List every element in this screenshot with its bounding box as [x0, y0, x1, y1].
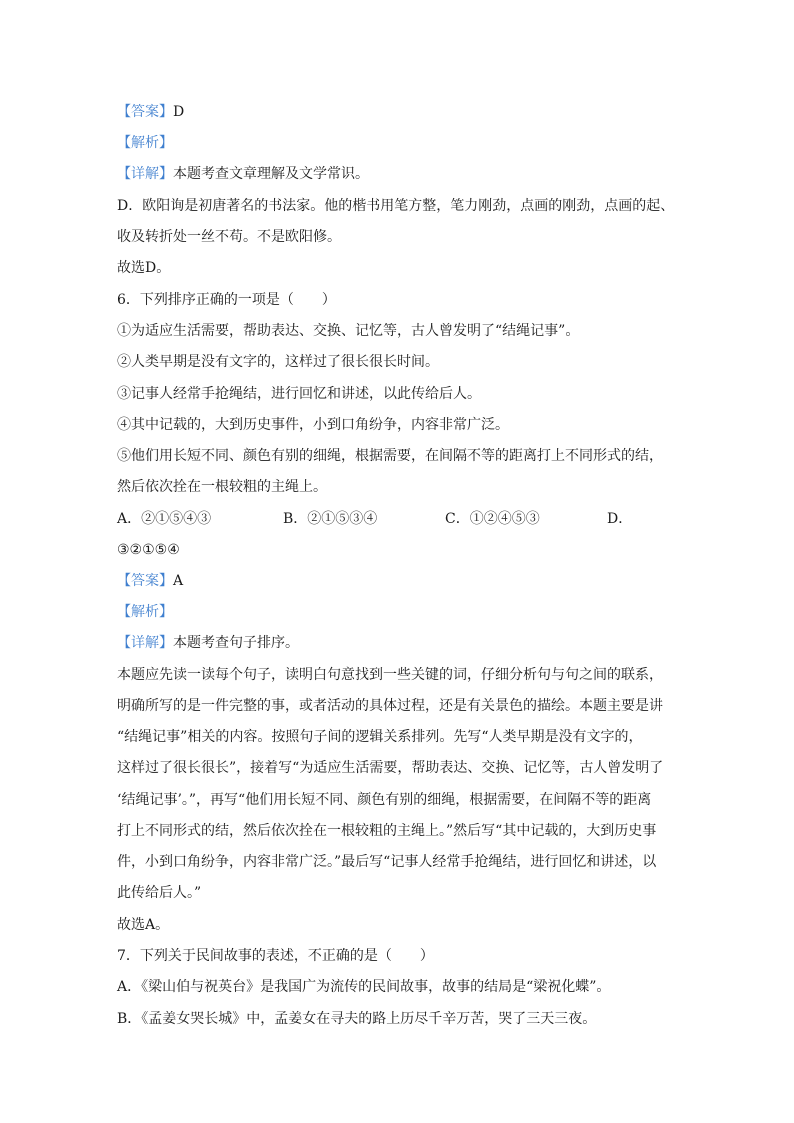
q6-sentence: ④其中记载的，大到历史事件，小到口角纷争，内容非常广泛。 — [117, 417, 509, 433]
q6-explanation-line: 此传给后人。” — [117, 885, 202, 901]
q5-detail-line — [117, 164, 677, 184]
q6-sentence: ⑤他们用长短不同、颜色有别的细绳，根据需要，在间隔不等的距离打上不同形式的结， — [117, 448, 663, 464]
q6-answer-line — [117, 571, 677, 591]
q6-stem: 6．下列排序正确的一项是（ ） — [117, 292, 336, 308]
q5-paragraph-line: 收及转折处一丝不苟。不是欧阳修。 — [117, 229, 341, 245]
q6-analysis-tag: 【解析】 — [117, 604, 173, 620]
detail-text: 本题考查文章理解及文学常识。 — [173, 166, 369, 182]
q6-option-c: C．①②④⑤③ — [445, 511, 540, 527]
q6-sentence: 然后依次拴在一根较粗的主绳上。 — [117, 479, 327, 495]
q7-option: A．《梁山伯与祝英台》是我国广为流传的民间故事，故事的结局是“梁祝化蝶”。 — [117, 979, 611, 995]
q6-explanation-line: “结绳记事”相关的内容。按照句子间的逻辑关系排列。先写“人类早期是没有文字的， — [117, 729, 643, 745]
q5-analysis-tag: 【解析】 — [117, 135, 173, 151]
q6-sentence: ③记事人经常手抢绳结，进行回忆和讲述，以此传给后人。 — [117, 386, 481, 402]
detail-tag: 【详解】 — [117, 166, 173, 182]
q6-sentence: ①为适应生活需要，帮助表达、交换、记忆等，古人曾发明了“结绳记事”。 — [117, 323, 580, 339]
q5-answer-line — [117, 102, 677, 122]
q6-option-d-label: D． — [607, 511, 633, 527]
q6-detail-line — [117, 633, 677, 653]
q5-paragraph-line: D．欧阳询是初唐著名的书法家。他的楷书用笔方整，笔力刚劲，点画的刚劲，点画的起、 — [117, 198, 675, 214]
q7-stem: 7．下列关于民间故事的表述，不正确的是（ ） — [117, 948, 434, 964]
answer-tag: 【答案】 — [117, 104, 173, 120]
q7-option: B．《孟姜女哭长城》中，孟姜女在寻夫的路上历尽千辛万苦，哭了三天三夜。 — [117, 1011, 597, 1027]
q6-option-d-value: ③②①⑤④ — [117, 542, 180, 558]
answer-value: A — [173, 573, 184, 589]
q6-option-b: B．②①⑤③④ — [283, 511, 378, 527]
q6-explanation-line: 这样过了很长很长”，接着写“为适应生活需要，帮助表达、交换、记忆等，古人曾发明了 — [117, 760, 664, 776]
q5-conclusion: 故选D。 — [117, 260, 171, 276]
detail-text: 本题考查句子排序。 — [173, 635, 299, 651]
q6-explanation-line: ‘结绳记事’。”，再写“他们用长短不同、颜色有别的细绳，根据需要，在间隔不等的距离 — [117, 792, 652, 808]
detail-tag: 【详解】 — [117, 635, 173, 651]
q6-explanation-line: 本题应先读一读每个句子，读明白句意找到一些关键的词，仔细分析句与句之间的联系， — [117, 667, 663, 683]
q6-conclusion: 故选A。 — [117, 917, 170, 933]
q6-explanation-line: 件，小到口角纷争，内容非常广泛。”最后写“记事人经常手抢绳结，进行回忆和讲述，以 — [117, 854, 657, 870]
q6-explanation-line: 打上不同形式的结，然后依次拴在一根较粗的主绳上。”然后写“其中记载的，大到历史事 — [117, 823, 657, 839]
q6-explanation-line: 明确所写的是一件完整的事，或者活动的具体过程，还是有关景色的描绘。本题主要是讲 — [117, 698, 663, 714]
answer-tag: 【答案】 — [117, 573, 173, 589]
q6-sentence: ②人类早期是没有文字的，这样过了很长很长时间。 — [117, 354, 439, 370]
answer-value: D — [173, 104, 185, 120]
q6-option-a: A．②①⑤④③ — [117, 511, 212, 527]
